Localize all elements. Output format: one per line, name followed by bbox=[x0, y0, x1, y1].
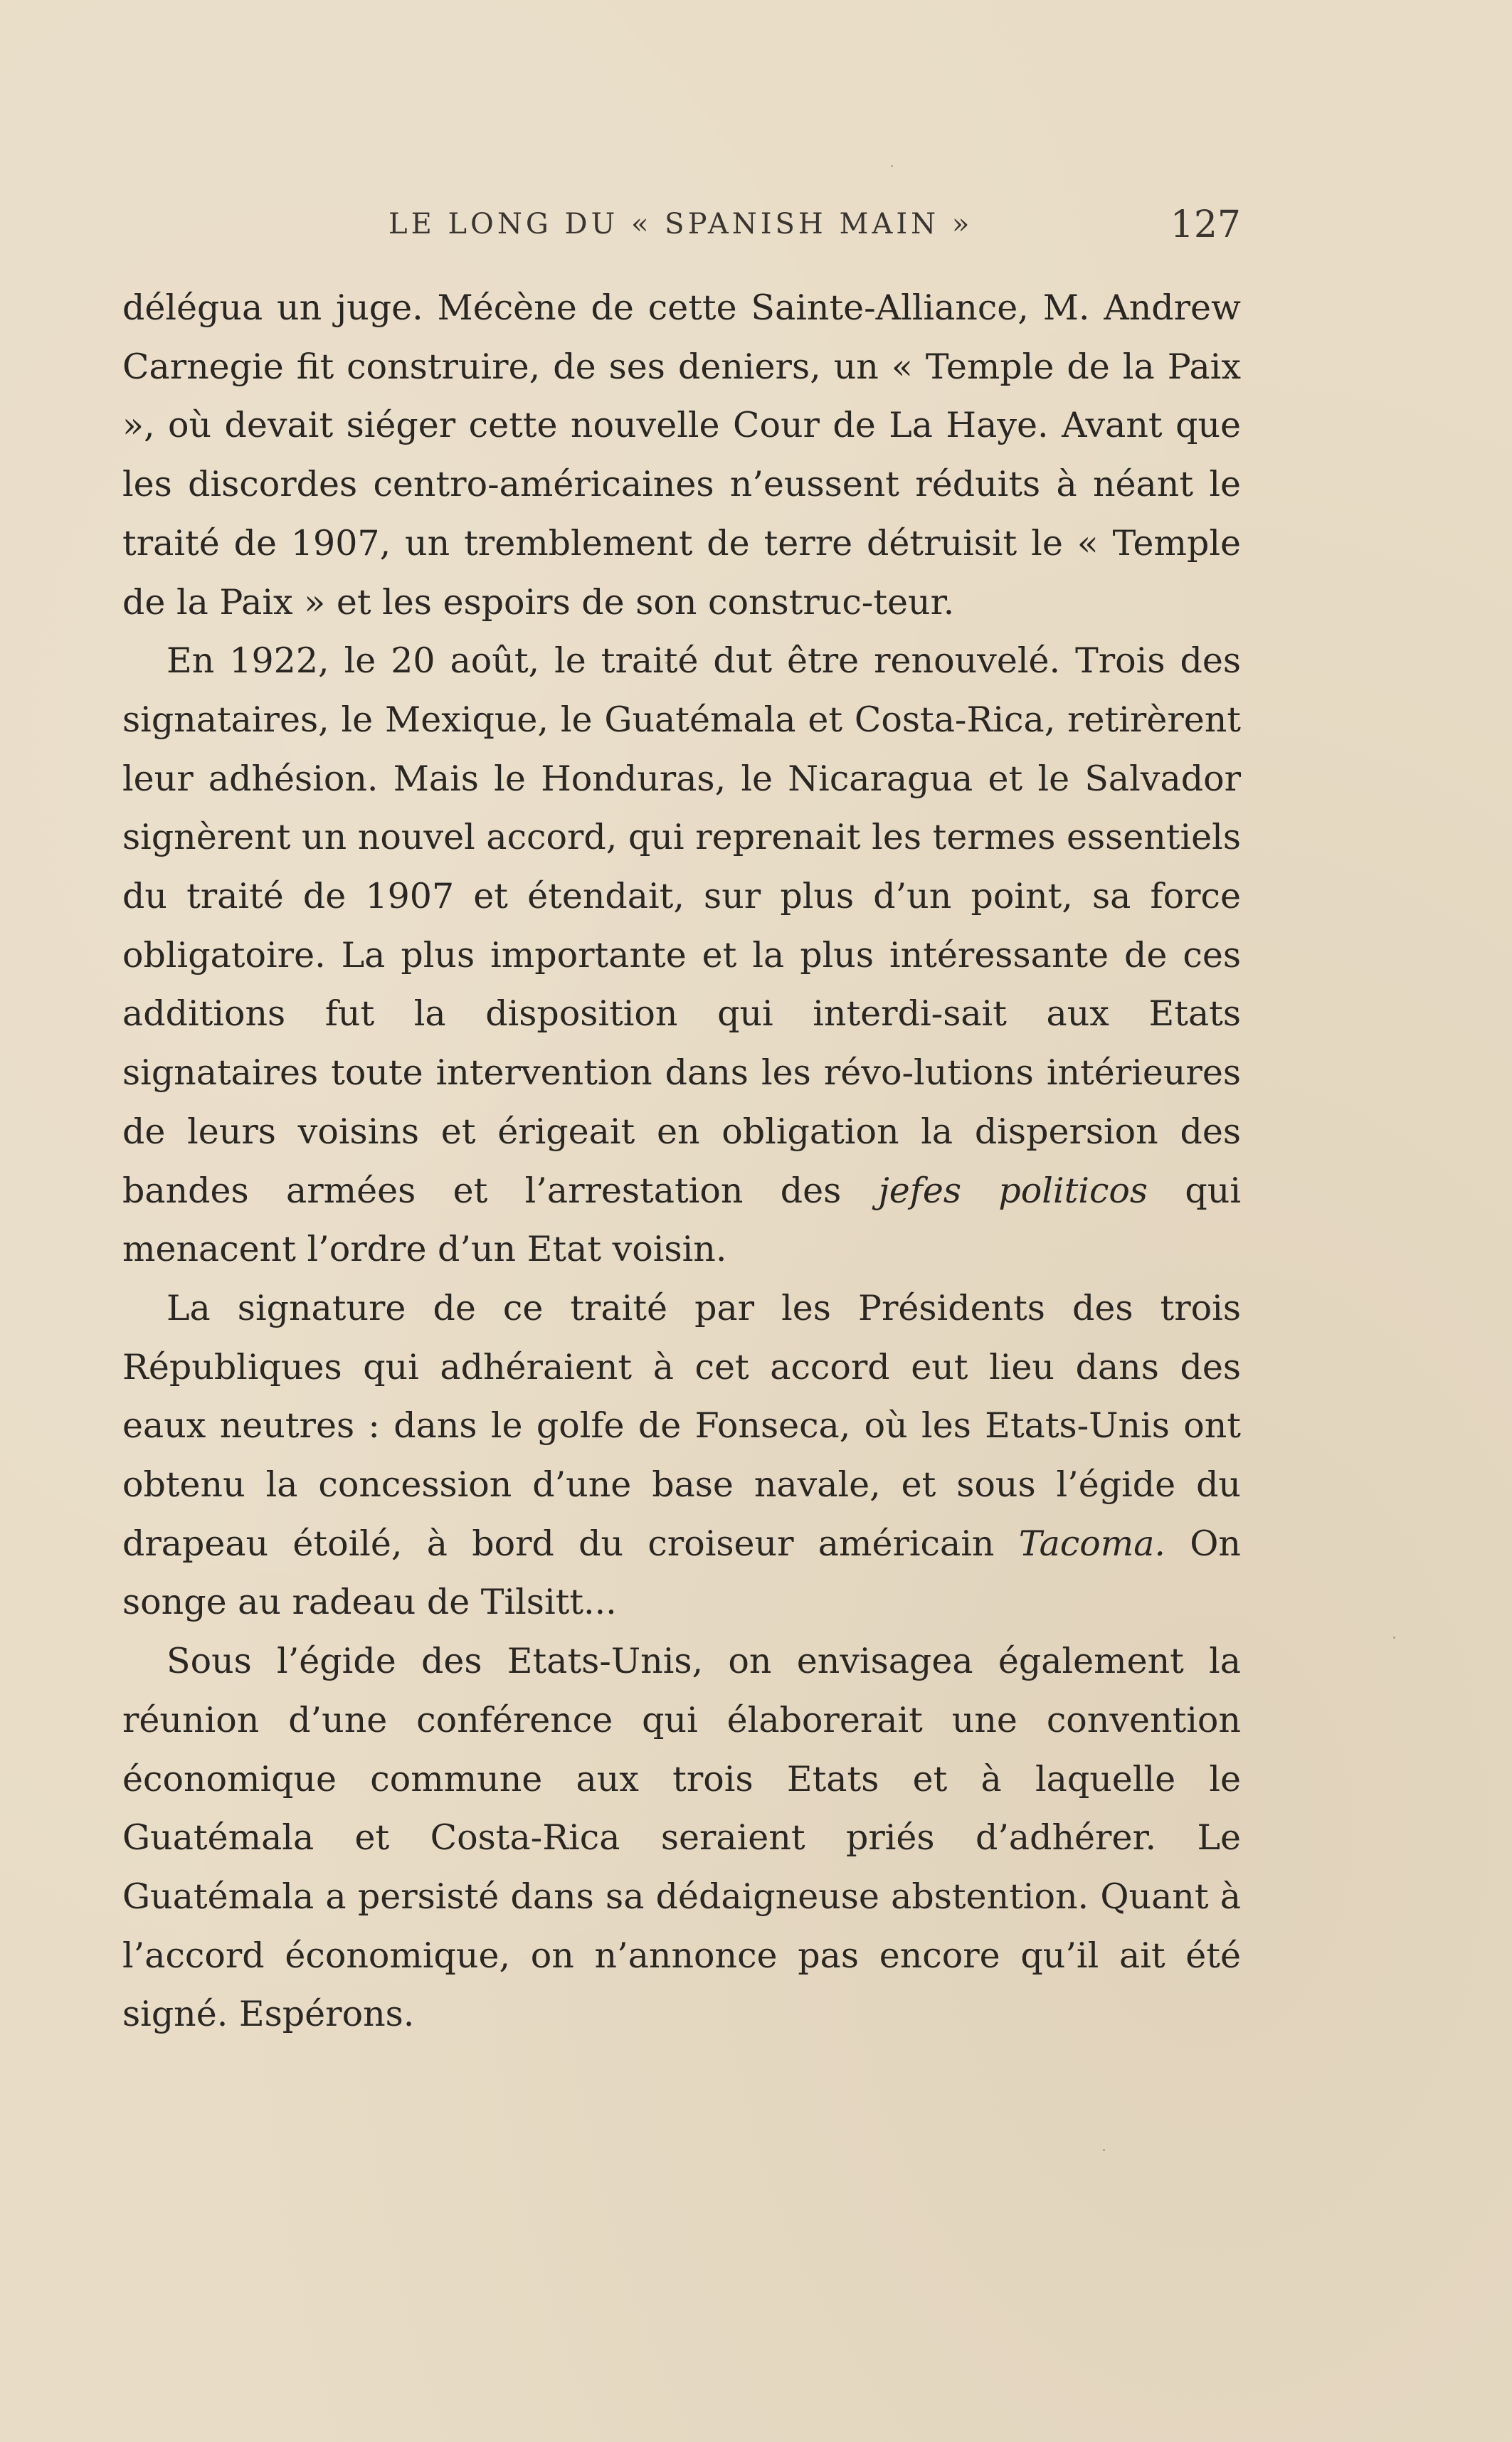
body-text bbox=[122, 279, 1241, 2044]
paper-speck bbox=[891, 165, 893, 167]
paragraph-2-italic: jefes politicos bbox=[878, 1170, 1148, 1211]
paper-speck bbox=[1393, 1637, 1395, 1639]
paragraph-2-text-before: En 1922, le 20 août, le traité dut être renouvelé. Trois des signataires, le Mexique, le Guatémala et Costa-Rica, retirèrent leur adhésion. Mais le Honduras, le Nicaragua et le Salvador signèrent un nouvel accord, qui reprenait les termes essentiels du traité de 1907 et étendait, sur plus d’un point, sa force obligatoire. La plus importante et la plus intéressante de ces additions fut la disposition qui interdi-sait aux Etats signataires toute intervention dans les révo-lutions intérieures de leurs voisins et érigeait en obligation la dispersion des bandes armées et l’arrestation des bbox=[122, 640, 1241, 1211]
paper-speck bbox=[1103, 2149, 1105, 2151]
paragraph-3 bbox=[122, 1279, 1241, 1632]
paragraph-3-italic: Tacoma. bbox=[1018, 1523, 1165, 1564]
paragraph-4: Sous l’égide des Etats-Unis, on envisagea également la réunion d’une conférence qui élaborerait une convention économique commune aux trois Etats et à laquelle le Guatémala et Costa-Rica seraient priés d’adhérer. Le Guatémala a persisté dans sa dédaigneuse abstention. Quant à l’accord économique, on n’annonce pas encore qu’il ait été signé. Espérons. bbox=[122, 1641, 1241, 2035]
paragraph-3-text-after: On songe au radeau de Tilsitt... bbox=[122, 1523, 1241, 1623]
paragraph-2 bbox=[122, 632, 1241, 1279]
running-title: LE LONG DU « SPANISH MAIN » bbox=[388, 208, 973, 240]
running-head bbox=[122, 204, 1241, 253]
paper-speck bbox=[665, 662, 667, 664]
paragraph-1: délégua un juge. Mécène de cette Sainte-Alliance, M. Andrew Carnegie fit construire, de ses deniers, un « Temple de la Paix », où devait siéger cette nouvelle Cour de La Haye. Avant que les discordes centro-américaines n’eussent réduits à néant le traité de 1907, un tremblement de terre détruisit le « Temple de la Paix » et les espoirs de son construc-teur. bbox=[122, 287, 1241, 623]
page-number: 127 bbox=[1170, 204, 1241, 246]
paragraph-2-text-after: qui menacent l’ordre d’un Etat voisin. bbox=[122, 1170, 1241, 1270]
paragraph-3-text-before: La signature de ce traité par les Présidents des trois Républiques qui adhéraient à cet accord eut lieu dans des eaux neutres : dans le golfe de Fonseca, où les Etats-Unis ont obtenu la concession d’une base navale, et sous l’égide du drapeau étoilé, à bord du croiseur américain bbox=[122, 1287, 1241, 1564]
